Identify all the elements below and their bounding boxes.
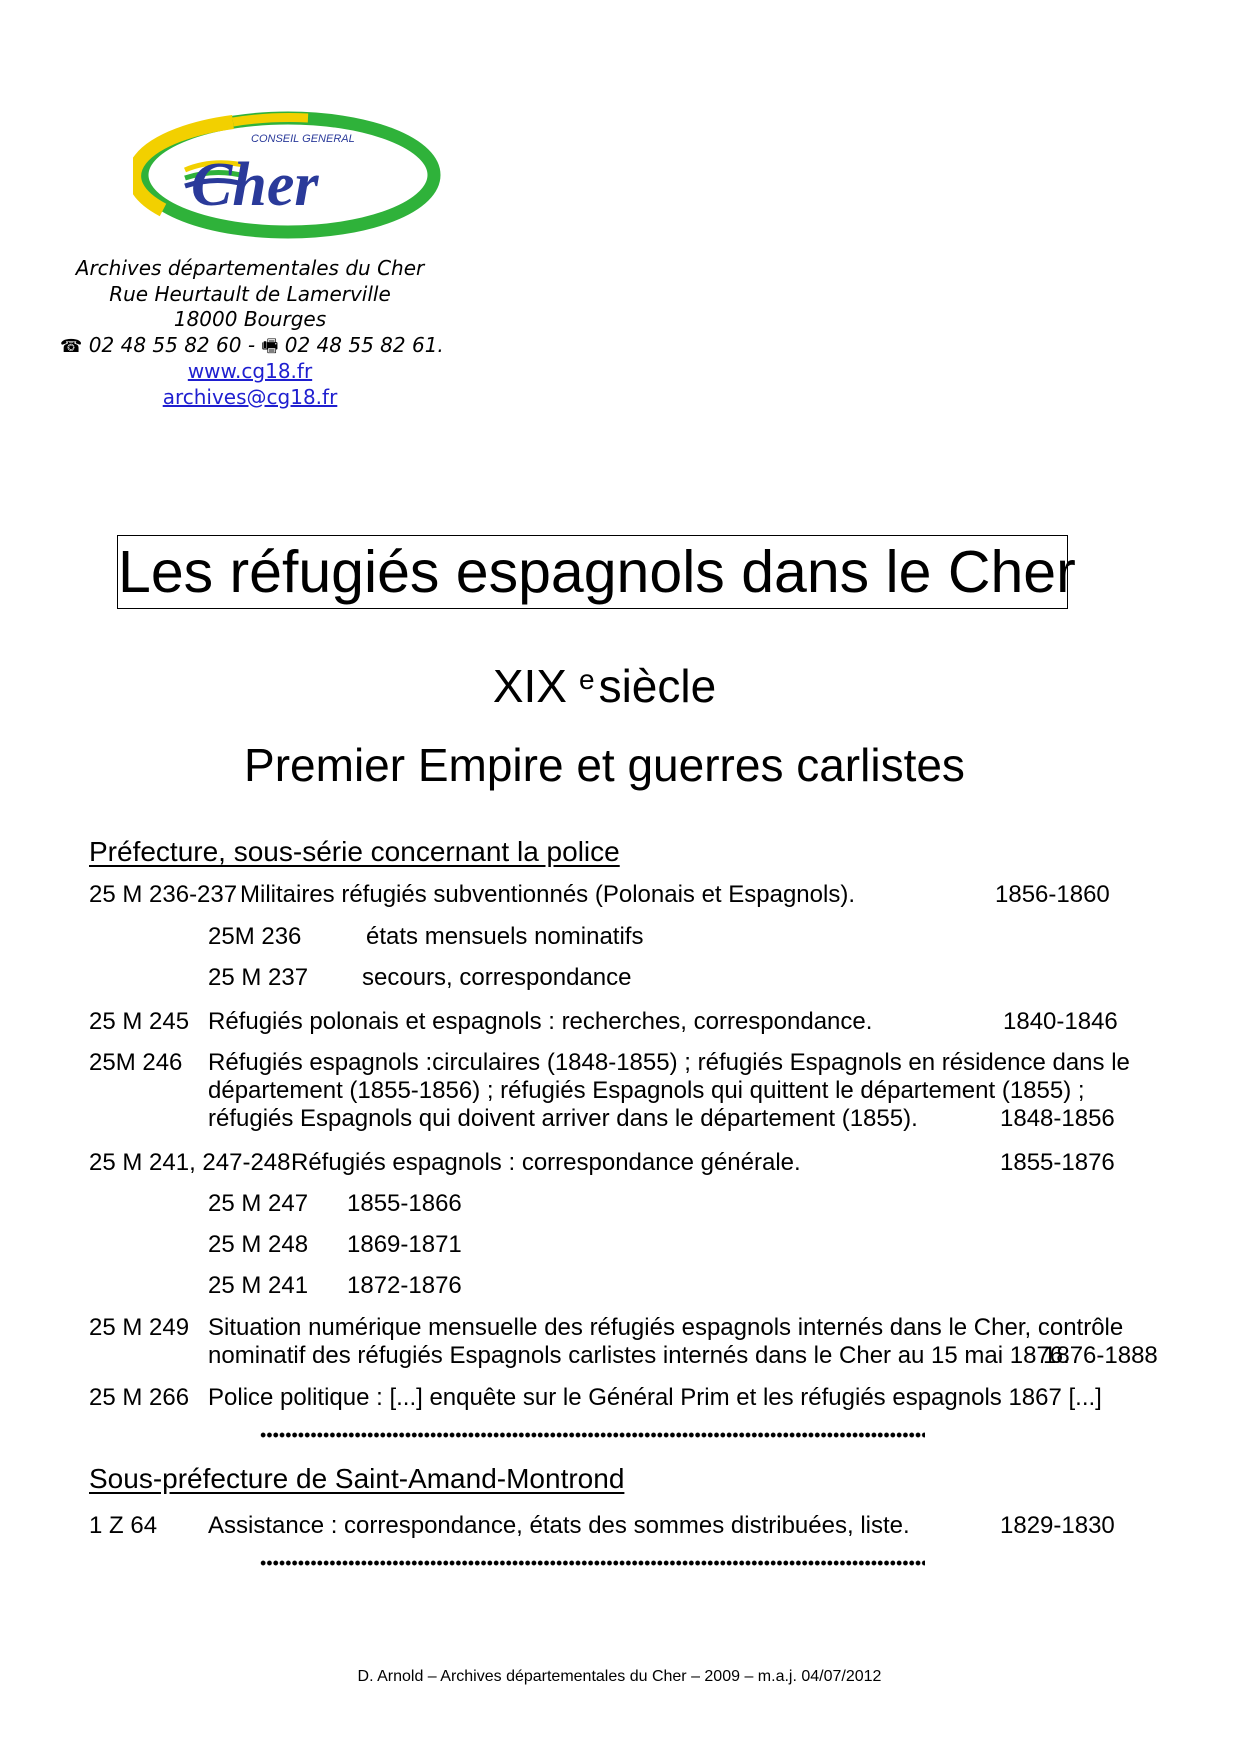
contact-line	[60, 332, 444, 360]
entry-cote: 25 M 245	[89, 1008, 190, 1035]
sub-item-text: 1855-1866	[347, 1190, 462, 1217]
address-block	[60, 256, 444, 410]
fax-number: 02 48 55 82 61.	[284, 332, 444, 357]
entry-dates: 1856-1860	[995, 881, 1110, 908]
dotted-separator	[260, 1560, 925, 1566]
entry-dates: 1829-1830	[1000, 1512, 1115, 1539]
entry-dates: 1855-1876	[1000, 1149, 1115, 1176]
street-address: Rue Heurtault de Lamerville	[109, 281, 391, 306]
entry-description: Assistance : correspondance, états des sommes distribuées, liste.	[208, 1512, 910, 1539]
email-link[interactable]: archives@cg18.fr	[162, 384, 338, 409]
fax-icon: 🖷	[261, 335, 279, 357]
section-heading-prefecture: Préfecture, sous-série concernant la police	[89, 836, 620, 867]
sub-item-text: 1872-1876	[347, 1272, 462, 1299]
sub-item-cote: 25 M 247	[208, 1190, 309, 1217]
sub-item-text: états mensuels nominatifs	[366, 923, 644, 950]
telephone-icon: ☎	[60, 335, 83, 357]
entry-description: Réfugiés espagnols : correspondance générale.	[291, 1149, 801, 1176]
website-link[interactable]: www.cg18.fr	[187, 359, 313, 383]
entry-cote: 25M 246	[89, 1049, 183, 1076]
sub-item-cote: 25 M 241	[208, 1272, 309, 1299]
sub-item-cote: 25M 236	[208, 923, 302, 950]
entry-description-multiline: Situation numérique mensuelle des réfugiés espagnols internés dans le Cher, contrôle nominatif des réfugiés Espagnols carlistes internés dans le Cher au 15 mai 1876.	[208, 1314, 1124, 1369]
entry-dates: 1840-1846	[1003, 1008, 1118, 1035]
sub-item-cote: 25 M 248	[208, 1231, 309, 1258]
svg-text:Cher: Cher	[191, 151, 319, 219]
sub-item-text: 1869-1871	[347, 1231, 462, 1258]
entry-cote: 25 M 241, 247-248	[89, 1149, 291, 1176]
dotted-separator	[260, 1432, 925, 1438]
page-title: Les réfugiés espagnols dans le Cher	[118, 539, 1076, 605]
entry-cote: 25 M 266	[89, 1384, 190, 1411]
sub-item-cote: 25 M 237	[208, 964, 309, 991]
svg-text:CONSEIL GENERAL: CONSEIL GENERAL	[251, 133, 355, 145]
entry-description-multiline: Réfugiés espagnols :circulaires (1848-1855) ; réfugiés Espagnols en résidence dans le département (1855-1856) ; réfugiés Espagnols qui quittent le département (1855) ; réfugiés Espagnols qui doivent arriver dans le département (1855).	[208, 1049, 1130, 1132]
entry-dates: 1876-1888	[1043, 1342, 1158, 1369]
page-footer: D. Arnold – Archives départementales du Cher – 2009 – m.a.j. 04/07/2012	[357, 1668, 882, 1685]
period-subtitle: Premier Empire et guerres carlistes	[244, 739, 965, 791]
century-subtitle: XIX $^e$siècle	[492, 660, 717, 712]
entry-dates: 1848-1856	[1000, 1105, 1115, 1132]
sub-item-text: secours, correspondance	[362, 964, 632, 991]
conseil-general-cher-logo	[133, 110, 443, 240]
section-heading-sous-prefecture: Sous-préfecture de Saint-Amand-Montrond	[89, 1463, 625, 1494]
entry-cote: 1 Z 64	[89, 1512, 158, 1539]
entry-description: Militaires réfugiés subventionnés (Polonais et Espagnols).	[240, 881, 855, 908]
entry-description: Réfugiés polonais et espagnols : recherches, correspondance.	[208, 1008, 873, 1035]
entry-description: Police politique : [...] enquête sur le Général Prim et les réfugiés espagnols 1867 [...]	[208, 1384, 1102, 1411]
entry-cote: 25 M 236-237	[89, 881, 238, 908]
entry-cote: 25 M 249	[89, 1314, 190, 1341]
city-address: 18000 Bourges	[173, 307, 327, 331]
archives-name: Archives départementales du Cher	[75, 256, 425, 280]
phone-number: 02 48 55 82 60 -	[88, 332, 256, 357]
